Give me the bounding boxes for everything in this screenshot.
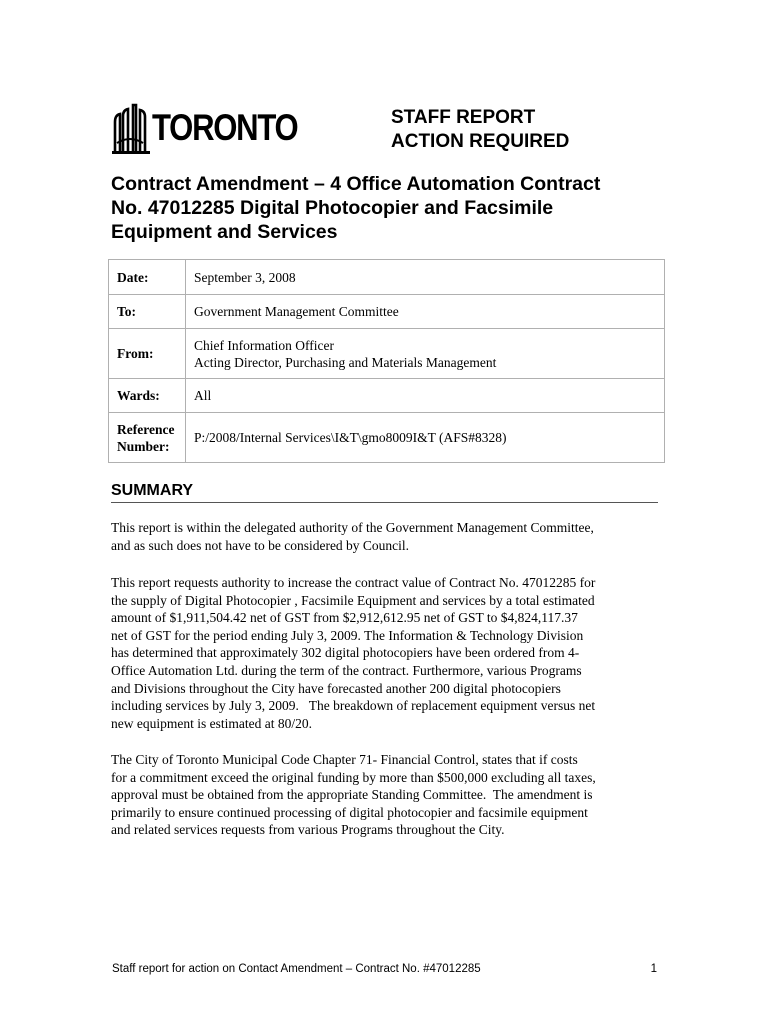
summary-paragraph-3	[111, 751, 663, 839]
title-line: Equipment and Services	[111, 221, 338, 243]
logo-wordmark: TORONTO	[152, 107, 298, 148]
summary-paragraph-1	[111, 519, 663, 554]
toronto-logo	[112, 100, 298, 156]
text-line: including services by July 3, 2009. The breakdown of replacement equipment versus net	[111, 698, 596, 714]
table-row	[109, 260, 665, 295]
date-label: Date:	[109, 260, 186, 295]
text-line: This report is within the delegated authority of the Government Management Committee,	[111, 520, 594, 535]
report-details-table	[108, 259, 665, 463]
text-line: new equipment is estimated at 80/20.	[111, 715, 312, 731]
footer-text: Staff report for action on Contact Amendment – Contract No. #47012285	[112, 963, 481, 975]
summary-heading: SUMMARY	[111, 481, 658, 503]
to-label: To:	[109, 295, 186, 329]
report-type-line: ACTION REQUIRED	[391, 131, 570, 152]
text-line: Office Automation Ltd. during the term of the contract. Furthermore, various Programs	[111, 662, 582, 678]
text-line: The City of Toronto Municipal Code Chapter 71- Financial Control, states that if costs	[111, 752, 578, 767]
text-line: primarily to ensure continued processing of digital photocopier and facsimile equipment	[111, 804, 588, 820]
table-row	[109, 413, 665, 463]
text-line: and related services requests from various Programs throughout the City.	[111, 822, 505, 838]
text-line: for a commitment exceed the original funding by more than $500,000 excluding all taxes,	[111, 769, 596, 785]
text-line: amount of $1,911,504.42 net of GST from $2,912,612.95 net of GST to $4,824,117.37	[111, 610, 578, 626]
from-value	[186, 329, 665, 379]
wards-label: Wards:	[109, 379, 186, 413]
text-line: approval must be obtained from the appropriate Standing Committee. The amendment is	[111, 787, 593, 803]
summary-paragraph-2	[111, 574, 663, 732]
table-row	[109, 379, 665, 413]
reference-label-line: Number:	[117, 438, 170, 454]
text-line: This report requests authority to increase the contract value of Contract No. 47012285 for	[111, 575, 596, 590]
wards-value: All	[186, 379, 665, 413]
title-line: Contract Amendment – 4 Office Automation Contract	[111, 173, 601, 195]
text-line: the supply of Digital Photocopier , Facsimile Equipment and services by a total estimated	[111, 592, 595, 608]
text-line: and as such does not have to be considered by Council.	[111, 537, 410, 553]
table-row	[109, 329, 665, 379]
date-value: September 3, 2008	[186, 260, 665, 295]
report-type	[391, 106, 569, 154]
table-row	[109, 295, 665, 329]
from-line: Acting Director, Purchasing and Materials Management	[194, 354, 497, 370]
reference-value: P:/2008/Internal Services\I&T\gmo8009I&T (AFS#8328)	[186, 413, 665, 463]
from-line: Chief Information Officer	[194, 337, 334, 353]
title-line: No. 47012285 Digital Photocopier and Facsimile	[111, 197, 554, 219]
text-line: and Divisions throughout the City have forecasted another 200 digital photocopiers	[111, 680, 561, 696]
report-type-line: STAFF REPORT	[391, 107, 536, 128]
page-footer	[112, 962, 657, 976]
page-number: 1	[650, 963, 657, 975]
city-hall-icon	[112, 102, 152, 154]
from-label: From:	[109, 329, 186, 379]
text-line: has determined that approximately 302 digital photocopiers have been ordered from 4-	[111, 645, 580, 661]
text-line: net of GST for the period ending July 3, 2009. The Information & Technology Division	[111, 627, 584, 643]
report-title	[111, 172, 671, 244]
reference-label-line: Reference	[117, 421, 175, 437]
to-value: Government Management Committee	[186, 295, 665, 329]
reference-label	[109, 413, 186, 463]
